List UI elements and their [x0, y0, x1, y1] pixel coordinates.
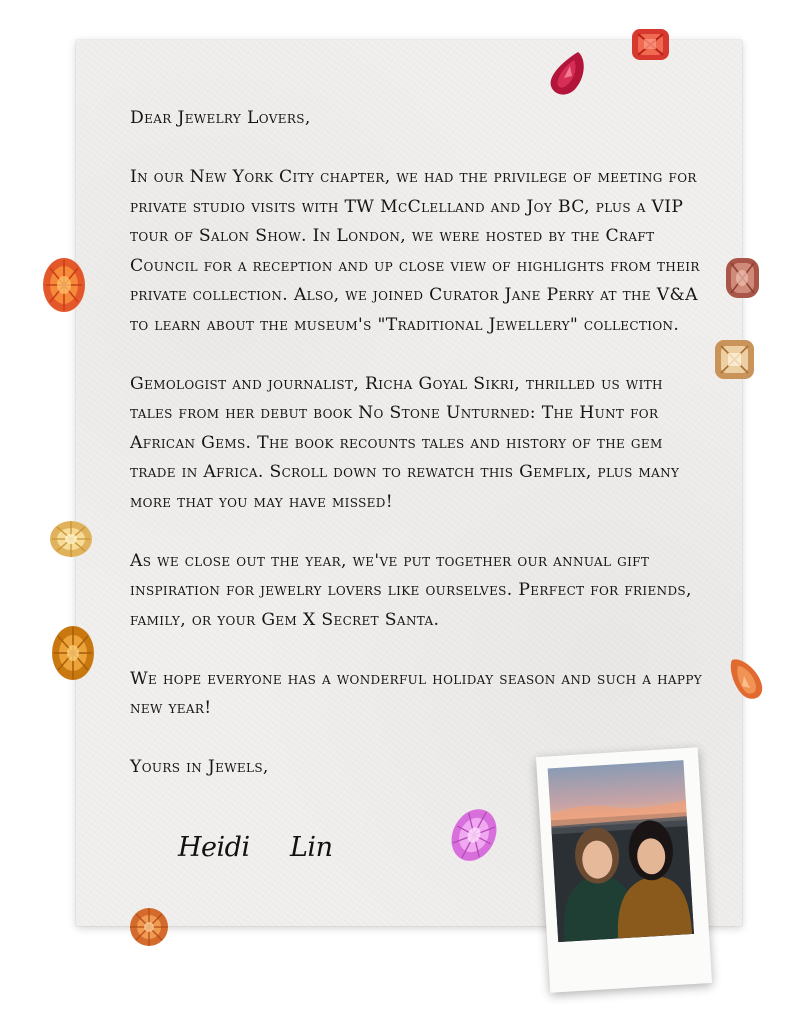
- paragraph-gift-guide: As we close out the year, we've put together our annual gift inspiration for jewelry lovers like ourselves. Perfect for friends, family, or your Gem X Secret Santa.: [130, 550, 692, 630]
- letter-greeting: Dear Jewelry Lovers,: [130, 108, 311, 128]
- champagne-cushion-gem: [713, 338, 757, 382]
- pink-oval-gem: [446, 806, 502, 864]
- ruby-pear-gem: [546, 48, 590, 98]
- orange-pear-gem: [726, 654, 766, 702]
- letter-closing: Yours in Jewels,: [130, 757, 269, 777]
- polaroid-photo: [536, 747, 712, 992]
- orange-oval-gem: [40, 256, 88, 314]
- letter-body: [130, 104, 710, 783]
- photo-two-women: [548, 760, 694, 942]
- paragraph-nyc-london: In our New York City chapter, we had the privilege of meeting for private studio visits with TW McClelland and Joy BC, plus a VIP tour of Salon Show. In London, we were hosted by the Craft Council for a reception and up close view of highlights from their private collection. Also, we joined Curator Jane Perry at the V&A to learn about the museum's "Traditional Jewellery" collection.: [130, 167, 700, 335]
- red-cushion-gem: [630, 26, 672, 64]
- paragraph-gemologist: Gemologist and journalist, Richa Goyal Sikri, thrilled us with tales from her debut book No Stone Unturned: The Hunt for African Gems. The book recounts tales and history of the gem trade in Africa. Scroll down to rewatch this Gemflix, plus many more that you may have missed!: [130, 373, 680, 512]
- paragraph-holiday: We hope everyone has a wonderful holiday season and such a happy new year!: [130, 668, 703, 718]
- signature-heidi: Heidi: [178, 832, 250, 863]
- yellow-oval-gem: [48, 518, 94, 560]
- amber-oval-gem: [50, 624, 96, 682]
- signature-lin: Lin: [290, 832, 333, 863]
- orange-round-gem: [128, 906, 170, 948]
- pink-brown-cushion-gem: [724, 256, 762, 300]
